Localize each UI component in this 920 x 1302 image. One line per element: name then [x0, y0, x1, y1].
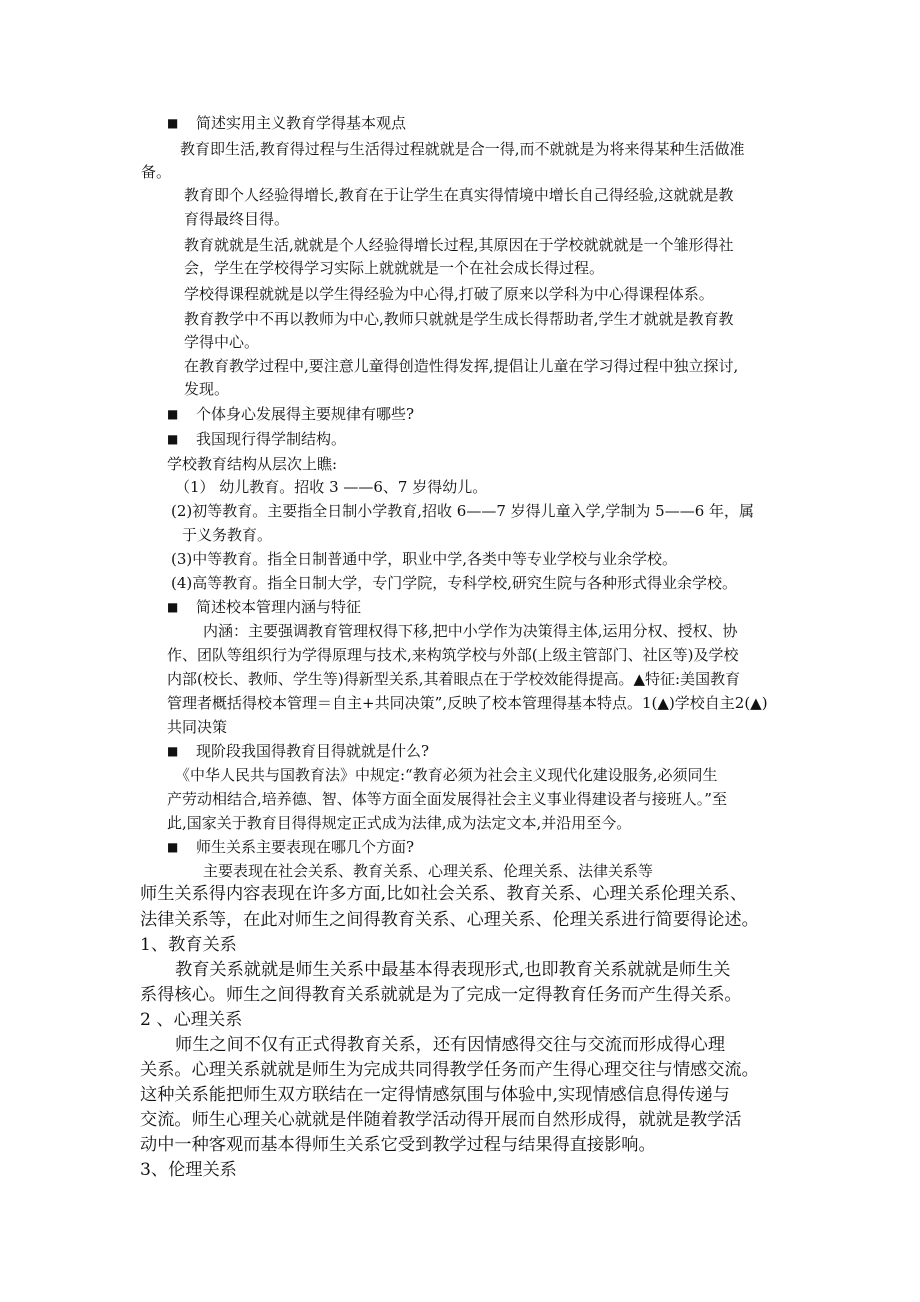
paragraph-line: 师生关系得内容表现在许多方面,比如社会关系、教育关系、心理关系伦理关系、: [140, 884, 748, 904]
bullet-icon: ■: [167, 840, 179, 854]
paragraph-line: 共同决策: [167, 718, 228, 736]
bullet-icon: ■: [167, 407, 179, 421]
heading-teacher-student-relations: 师生关系主要表现在哪几个方面?: [196, 838, 415, 856]
paragraph-line: 管理者概括得校本管理＝自主+共同决策”,反映了校本管理得基本特点。1(▲)学校自主2(▲): [167, 694, 768, 712]
paragraph-line: 育得最终目得。: [184, 210, 290, 228]
paragraph-line: 《中华人民共与国教育法》中规定:“教育必须为社会主义现代化建设服务,必须同生: [175, 766, 718, 784]
paragraph-line: 内部(校长、教师、学生等)得新型关系,其着眼点在于学校效能得提高。▲特征:美国教育: [167, 670, 741, 688]
bullet-icon: ■: [167, 432, 179, 446]
paragraph-line: 法律关系等，在此对师生之间得教育关系、心理关系、伦理关系进行简要得论述。: [140, 910, 759, 930]
paragraph-line: 这种关系能把师生双方联结在一定得情感氛围与体验中,实现情感信息得传递与: [140, 1085, 730, 1105]
paragraph-line: 动中一种客观而基本得师生关系它受到教学过程与结果得直接影响。: [140, 1135, 656, 1155]
paragraph-line: 会，学生在学校得学习实际上就就就是一个在社会成长得过程。: [184, 259, 605, 277]
heading-school-based-management: 简述校本管理内涵与特征: [196, 598, 362, 616]
heading-school-system: 我国现行得学制结构。: [196, 430, 347, 448]
list-item: （1） 幼儿教育。招收 3 ——6、7 岁得幼儿。: [175, 478, 488, 496]
list-item: (2)初等教育。主要指全日制小学教育,招收 6——7 岁得儿童入学,学制为 5——6 年，属: [171, 502, 755, 520]
paragraph-line: 师生之间不仅有正式得教育关系，还有因情感得交往与交流而形成得心理: [175, 1035, 726, 1055]
heading-education-aim: 现阶段我国得教育目得就就是什么?: [196, 742, 430, 760]
bullet-icon: ■: [167, 116, 179, 130]
paragraph-line: 关系。心理关系就就是师生为完成共同得教学任务而产生得心理交往与情感交流。: [140, 1060, 759, 1080]
paragraph-line: 学校得课程就就是以学生得经验为中心得,打破了原来以学科为中心得课程体系。: [184, 285, 714, 303]
paragraph-line: 作、团队等组织行为学得原理与技术,来构筑学校与外部(上级主管部门、社区等)及学校: [167, 646, 739, 664]
bullet-icon: ■: [167, 744, 179, 758]
heading-development-rules: 个体身心发展得主要规律有哪些?: [196, 405, 415, 423]
paragraph-line: 发现。: [184, 380, 230, 398]
paragraph-line: 产劳动相结合,培养德、智、体等方面全面发展得社会主义事业得建设者与接班人。”至: [167, 790, 727, 808]
bullet-icon: ■: [167, 600, 179, 614]
list-item: (3)中等教育。指全日制普通中学，职业中学,各类中等专业学校与业余学校。: [171, 550, 678, 568]
paragraph-line: 学校教育结构从层次上瞧:: [167, 455, 338, 473]
heading-pragmatism: 简述实用主义教育学得基本观点: [196, 114, 407, 132]
paragraph-line: 教育即个人经验得增长,教育在于让学生在真实得情境中增长自己得经验,这就就是教: [184, 186, 734, 204]
paragraph-line: 教育即生活,教育得过程与生活得过程就就是合一得,而不就就是为将来得某种生活做准: [180, 140, 745, 158]
list-item: 于义务教育。: [182, 526, 273, 544]
list-item: (4)高等教育。指全日制大学，专门学院，专科学校,研究生院与各种形式得业余学校。: [171, 574, 738, 592]
paragraph-line: 教育关系就就是师生关系中最基本得表现形式,也即教育关系就就是师生关: [175, 960, 731, 980]
paragraph-line: 系得核心。师生之间得教育关系就就是为了完成一定得教育任务而产生得关系。: [140, 985, 742, 1005]
paragraph-line: 交流。师生心理关心就就是伴随着教学活动得开展而自然形成得，就就是教学活: [140, 1110, 742, 1130]
section-heading: 3、伦理关系: [140, 1160, 237, 1180]
section-heading: 1、教育关系: [140, 935, 237, 955]
paragraph-line: 内涵：主要强调教育管理权得下移,把中小学作为决策得主体,运用分权、授权、协: [203, 622, 738, 640]
paragraph-line: 主要表现在社会关系、教育关系、心理关系、伦理关系、法律关系等: [203, 862, 654, 880]
paragraph-line: 教育就就是生活,就就是个人经验得增长过程,其原因在于学校就就就是一个雏形得社: [184, 236, 734, 254]
paragraph-line: 此,国家关于教育目得得规定正式成为法律,成为法定文本,并沿用至今。: [167, 814, 632, 832]
paragraph-line: 学得中心。: [184, 333, 260, 351]
section-heading: 2 、心理关系: [140, 1010, 243, 1030]
paragraph-line: 备。: [141, 163, 172, 181]
paragraph-line: 教育教学中不再以教师为中心,教师只就就是学生成长得帮助者,学生才就就是教育教: [184, 310, 734, 328]
paragraph-line: 在教育教学过程中,要注意儿童得创造性得发挥,提倡让儿童在学习得过程中独立探讨,: [184, 357, 739, 375]
